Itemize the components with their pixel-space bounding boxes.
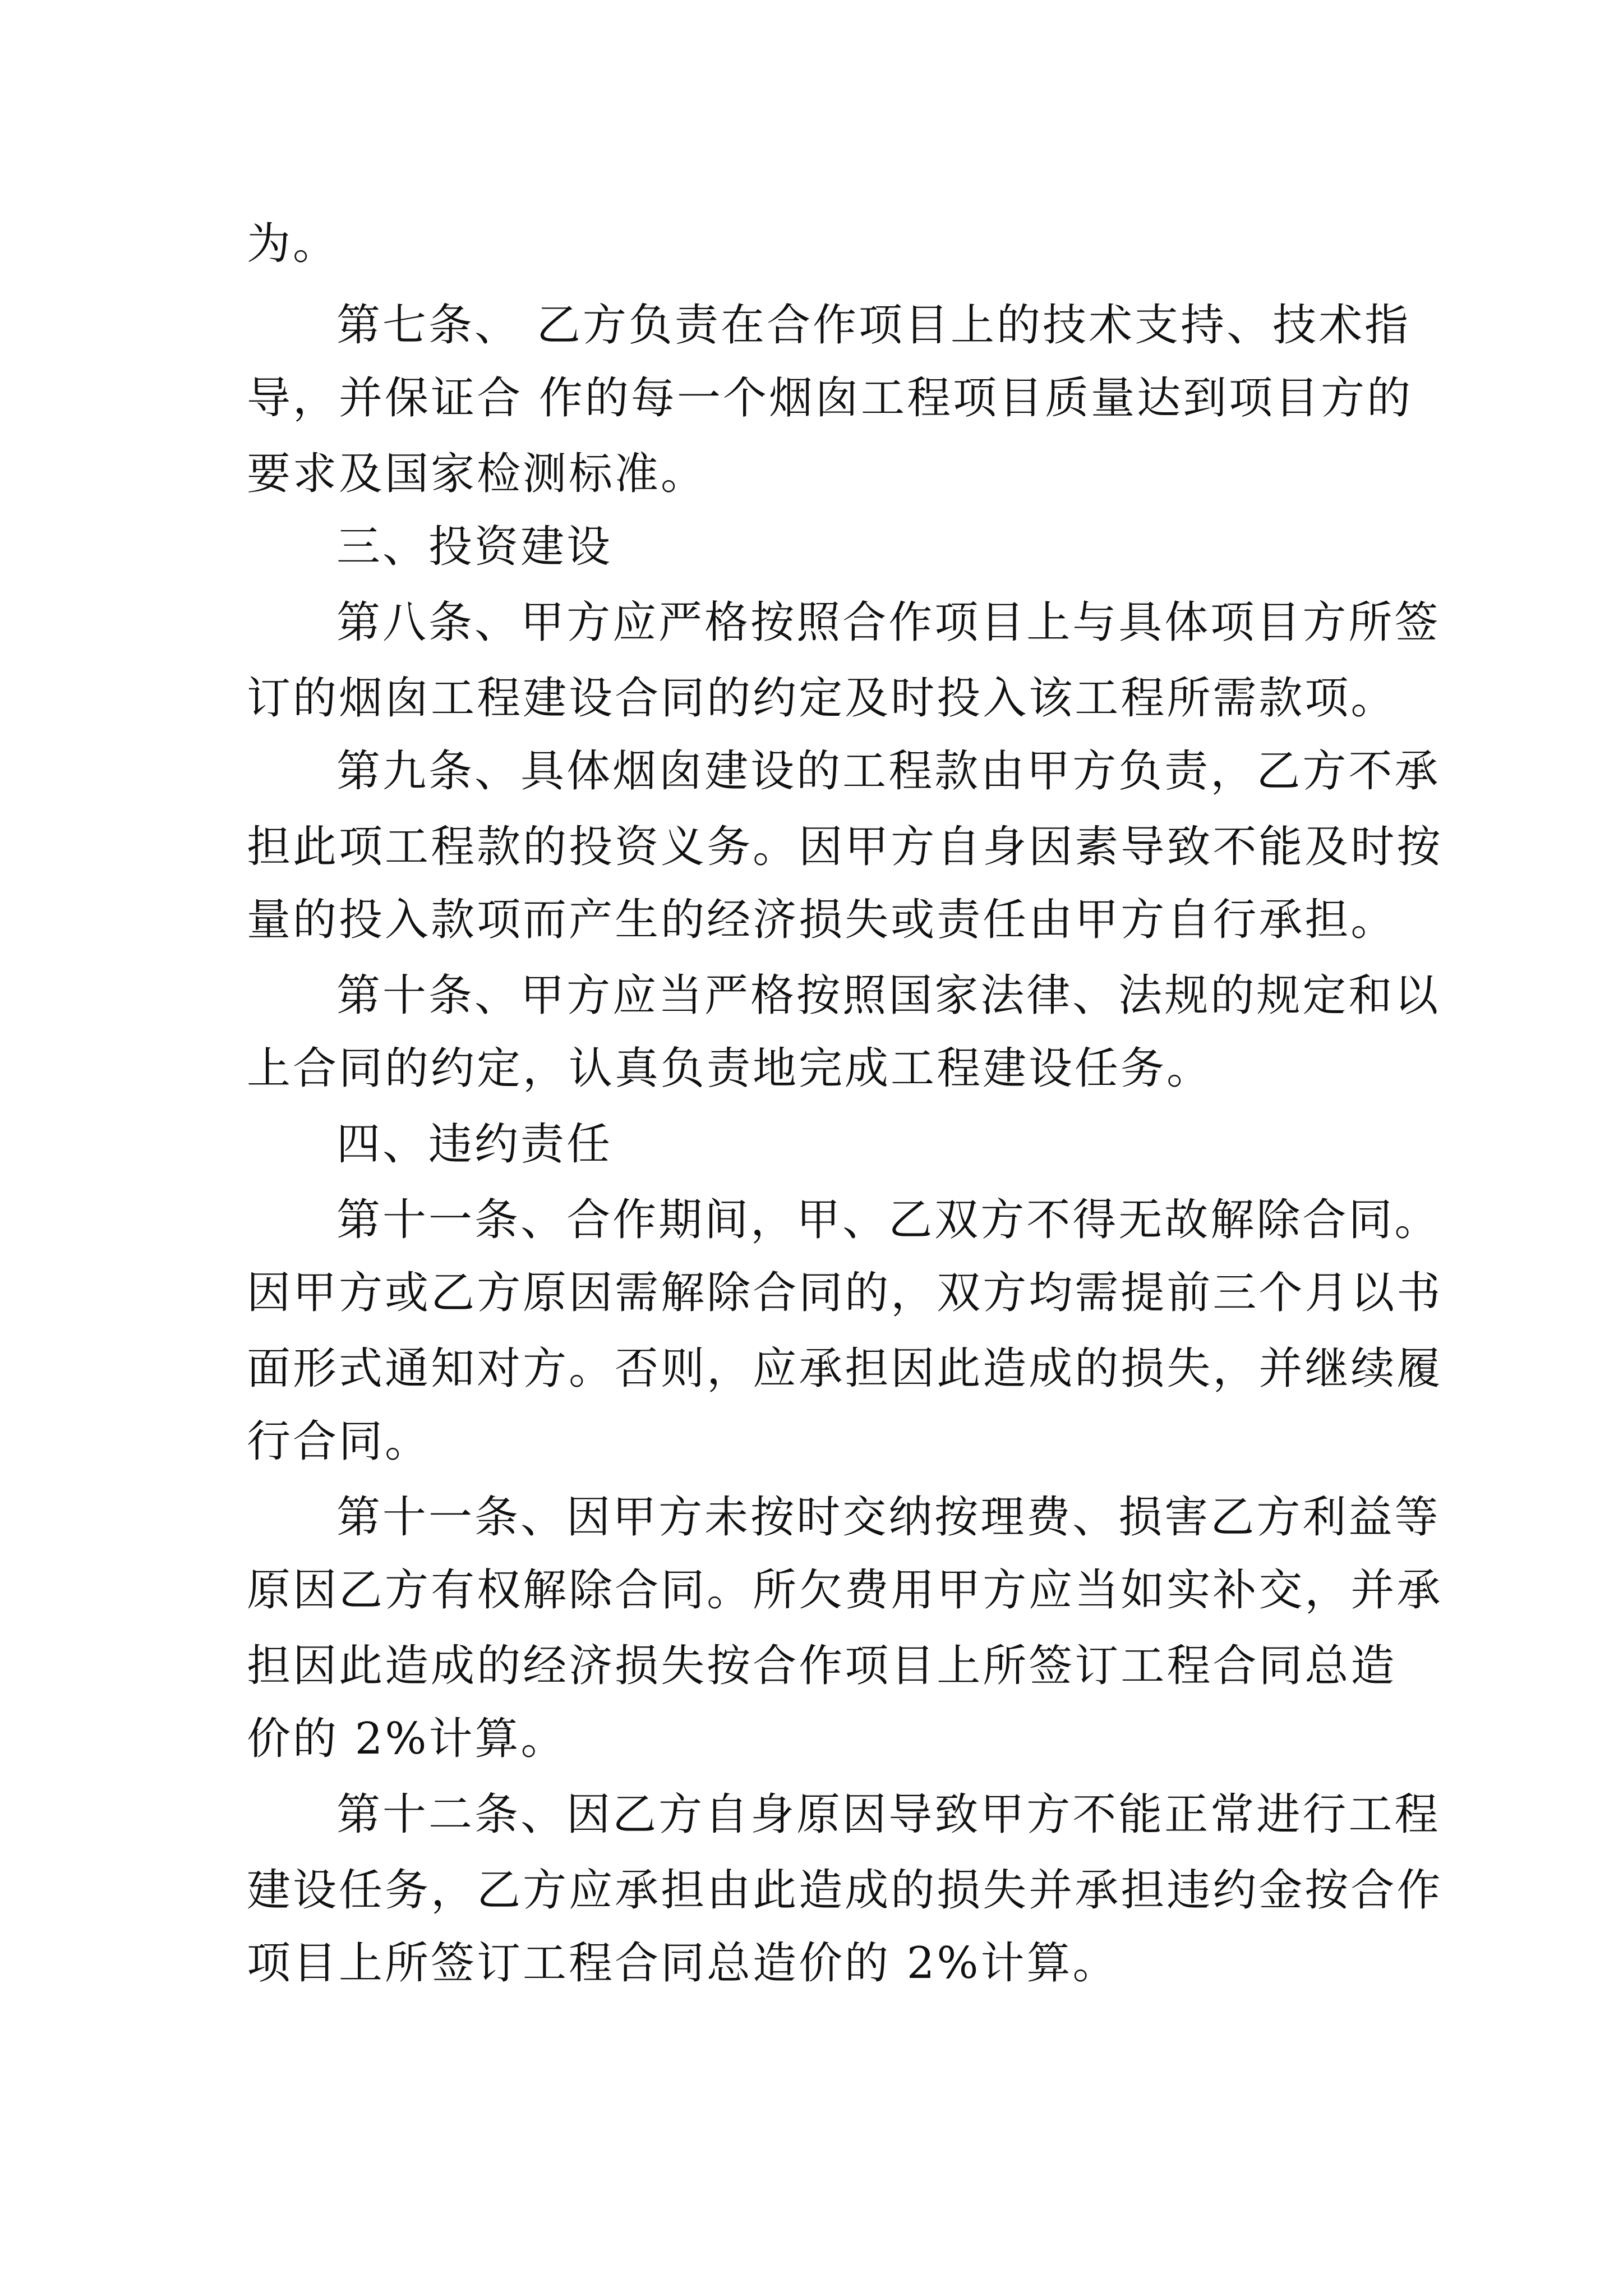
text-line: 项目上所签订工程合同总造价的 2%计算。 bbox=[247, 1938, 1119, 1989]
text-line: 量 的 投 入 款 项 而 产 生 的 经 济 损 失 或 责 任 由 甲 方 自 行 承 担 。 bbox=[247, 895, 1397, 945]
text-line: 面 形 式 通 知 对 方 。 否 则 ， 应 承 担 因 此 造 成 的 损 失 ， 并 继 续 履 bbox=[247, 1343, 1443, 1394]
text-line: 担 此 项 工 程 款 的 投 资 义 务 。 因 甲 方 自 身 因 素 导 致 不 能 及 时 按 bbox=[247, 822, 1443, 872]
text-line: 订 的 烟 囱 工 程 建 设 合 同 的 约 定 及 时 投 入 该 工 程 所 需 款 项 。 bbox=[247, 673, 1397, 724]
article-11b-line-1: 第 十 一 条 、 因 甲 方 未 按 时 交 纳 按 理 费 、 损 害 乙 方 利 益 等 bbox=[336, 1492, 1441, 1543]
section-heading-breach: 四、违约责任 bbox=[336, 1119, 613, 1170]
text-line: 担 因 此 造 成 的 经 济 损 失 按 合 作 项 目 上 所 签 订 工 程 合 同 总 造 bbox=[247, 1641, 1397, 1691]
text-line: 价的 2%计算。 bbox=[247, 1714, 567, 1764]
text-line: 行合同。 bbox=[247, 1416, 431, 1467]
text-line: 原 因 乙 方 有 权 解 除 合 同 。 所 欠 费 用 甲 方 应 当 如 实 补 交 ， 并 承 bbox=[247, 1565, 1443, 1616]
text-line: 因 甲 方 或 乙 方 原 因 需 解 除 合 同 的 ， 双 方 均 需 提 前 三 个 月 以 书 bbox=[247, 1268, 1443, 1318]
text-line: 导 ， 并 保 证 合 作 的 每 一 个 烟 囱 工 程 项 目 质 量 达 到 项 目 方 的 bbox=[247, 373, 1413, 424]
text-line: 为。 bbox=[247, 219, 339, 269]
article-10-line-1: 第 十 条 、 甲 方 应 当 严 格 按 照 国 家 法 律 、 法 规 的 规 定 和 以 bbox=[336, 970, 1441, 1021]
article-8-line-1: 第 八 条 、 甲 方 应 严 格 按 照 合 作 项 目 上 与 具 体 项 目 方 所 签 bbox=[336, 597, 1441, 648]
article-11-line-1: 第 十 一 条 、 合 作 期 间 ， 甲 、 乙 双 方 不 得 无 故 解 除 合 同 。 bbox=[336, 1195, 1441, 1245]
article-12-line-1: 第 十 二 条 、 因 乙 方 自 身 原 因 导 致 甲 方 不 能 正 常 进 行 工 程 bbox=[336, 1789, 1441, 1840]
text-line: 上合同的约定，认真负责地完成工程建设任务。 bbox=[247, 1043, 1213, 1094]
article-7-line-1: 第 七 条 、 乙 方 负 责 在 合 作 项 目 上 的 技 术 支 持 、 技 术 指 bbox=[336, 300, 1411, 351]
article-9-line-1: 第 九 条 、 具 体 烟 囱 建 设 的 工 程 款 由 甲 方 负 责 ， 乙 方 不 承 bbox=[336, 746, 1441, 797]
text-line: 要求及国家检测标准。 bbox=[247, 449, 707, 499]
section-heading-investment: 三、投资建设 bbox=[336, 522, 613, 572]
text-line: 建 设 任 务 ， 乙 方 应 承 担 由 此 造 成 的 损 失 并 承 担 违 约 金 按 合 作 bbox=[247, 1865, 1443, 1916]
